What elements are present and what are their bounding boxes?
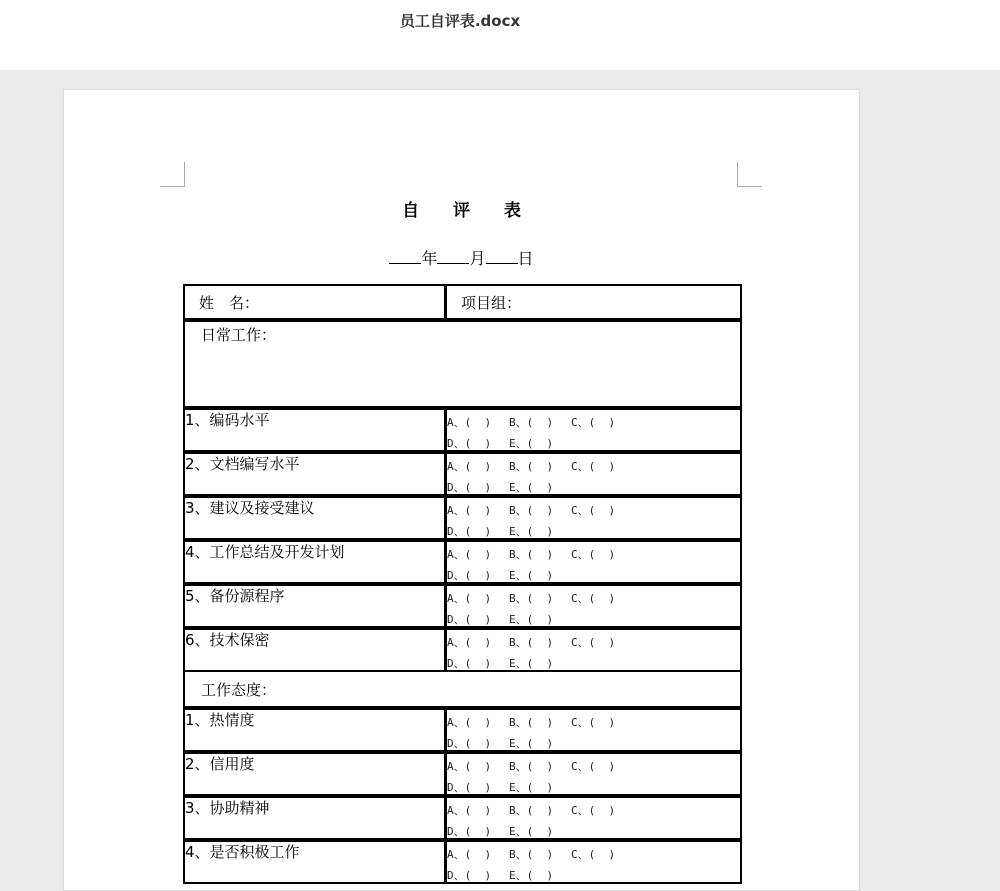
date-line	[64, 246, 859, 269]
grade-line	[447, 712, 740, 733]
grade-line	[447, 733, 740, 754]
grade-options-cell	[445, 709, 741, 751]
grade-line	[447, 544, 740, 565]
table-row	[184, 409, 741, 453]
grade-option[interactable]: B、( )	[509, 416, 554, 429]
criterion-label: 2、文档编写水平	[184, 453, 445, 495]
grade-option[interactable]: C、( )	[571, 460, 616, 473]
table-row-daily-work	[184, 321, 741, 409]
daily-work-cell	[184, 321, 741, 407]
grade-line	[447, 777, 740, 798]
grade-line	[447, 477, 740, 498]
criterion-label: 4、是否积极工作	[184, 841, 445, 883]
grade-option[interactable]: D、( )	[447, 569, 492, 582]
grade-option[interactable]: D、( )	[447, 481, 492, 494]
grade-option[interactable]: C、( )	[571, 760, 616, 773]
grade-option[interactable]: B、( )	[509, 592, 554, 605]
grade-option[interactable]: E、( )	[509, 781, 554, 794]
grade-option[interactable]: E、( )	[509, 481, 554, 494]
grade-option[interactable]: A、( )	[447, 504, 492, 517]
grade-options-cell	[445, 841, 741, 883]
table-row	[184, 585, 741, 629]
grade-option[interactable]: C、( )	[571, 804, 616, 817]
grade-option[interactable]: E、( )	[509, 869, 554, 882]
grade-option[interactable]: A、( )	[447, 460, 492, 473]
grade-options-cell	[445, 497, 741, 539]
grade-option[interactable]: D、( )	[447, 657, 492, 670]
grade-option[interactable]: B、( )	[509, 504, 554, 517]
grade-options-cell	[445, 797, 741, 839]
document-page	[63, 89, 860, 891]
evaluation-table	[183, 284, 742, 884]
month-blank	[437, 249, 469, 264]
grade-option[interactable]: D、( )	[447, 825, 492, 838]
daily-work-label: 日常工作：	[201, 326, 277, 344]
attitude-cell	[184, 671, 741, 707]
grade-option[interactable]: E、( )	[509, 525, 554, 538]
grade-line	[447, 632, 740, 653]
table-row	[184, 541, 741, 585]
grade-option[interactable]: C、( )	[571, 548, 616, 561]
grade-line	[447, 500, 740, 521]
grade-option[interactable]: C、( )	[571, 716, 616, 729]
grade-options-cell	[445, 453, 741, 495]
grade-option[interactable]: C、( )	[571, 848, 616, 861]
name-label: 姓 名：	[199, 293, 260, 312]
grade-option[interactable]: A、( )	[447, 716, 492, 729]
grade-option[interactable]: B、( )	[509, 848, 554, 861]
grade-line	[447, 521, 740, 542]
year-blank	[389, 249, 421, 264]
grade-option[interactable]: B、( )	[509, 716, 554, 729]
table-row	[184, 629, 741, 671]
criterion-label: 5、备份源程序	[184, 585, 445, 627]
grade-option[interactable]: D、( )	[447, 869, 492, 882]
grade-option[interactable]: D、( )	[447, 437, 492, 450]
group-cell	[445, 285, 741, 319]
grade-line	[447, 412, 740, 433]
grade-option[interactable]: A、( )	[447, 804, 492, 817]
table-row	[184, 709, 741, 753]
grade-option[interactable]: A、( )	[447, 636, 492, 649]
table-row	[184, 841, 741, 883]
grade-option[interactable]: C、( )	[571, 504, 616, 517]
criterion-label: 1、热情度	[184, 709, 445, 751]
crop-mark-top-right	[737, 162, 762, 187]
attitude-label: 工作态度：	[201, 680, 277, 699]
criterion-label: 1、编码水平	[184, 409, 445, 451]
form-title: 自 评 表	[402, 201, 535, 221]
grade-options-cell	[445, 585, 741, 627]
document-viewer[interactable]	[0, 70, 1000, 882]
year-label: 年	[421, 249, 438, 268]
grade-line	[447, 821, 740, 842]
grade-line	[447, 588, 740, 609]
grade-option[interactable]: A、( )	[447, 548, 492, 561]
grade-option[interactable]: C、( )	[571, 592, 616, 605]
table-row-header	[184, 285, 741, 321]
month-label: 月	[469, 249, 486, 268]
grade-option[interactable]: A、( )	[447, 416, 492, 429]
crop-mark-top-left	[160, 162, 185, 187]
grade-option[interactable]: B、( )	[509, 804, 554, 817]
grade-options-cell	[445, 629, 741, 671]
name-cell	[184, 285, 445, 319]
table-row	[184, 797, 741, 841]
grade-option[interactable]: B、( )	[509, 548, 554, 561]
grade-option[interactable]: E、( )	[509, 613, 554, 626]
criterion-label: 6、技术保密	[184, 629, 445, 671]
grade-line	[447, 565, 740, 586]
grade-option[interactable]: B、( )	[509, 636, 554, 649]
grade-line	[447, 865, 740, 886]
title-bar	[0, 0, 1000, 70]
day-label: 日	[517, 249, 534, 268]
grade-option[interactable]: D、( )	[447, 613, 492, 626]
grade-option[interactable]: D、( )	[447, 781, 492, 794]
grade-line	[447, 456, 740, 477]
table-row	[184, 497, 741, 541]
grade-option[interactable]: E、( )	[509, 737, 554, 750]
criterion-label: 2、信用度	[184, 753, 445, 795]
document-title: 员工自评表.docx	[399, 12, 521, 30]
grade-options-cell	[445, 409, 741, 451]
grade-option[interactable]: A、( )	[447, 592, 492, 605]
grade-line	[447, 609, 740, 630]
grade-line	[447, 433, 740, 454]
grade-line	[447, 756, 740, 777]
grade-option[interactable]: E、( )	[509, 569, 554, 582]
grade-option[interactable]: E、( )	[509, 657, 554, 670]
grade-option[interactable]: C、( )	[571, 416, 616, 429]
grade-option[interactable]: E、( )	[509, 825, 554, 838]
criterion-label: 4、工作总结及开发计划	[184, 541, 445, 583]
group-label: 项目组：	[461, 293, 522, 312]
grade-option[interactable]: B、( )	[509, 460, 554, 473]
grade-option[interactable]: B、( )	[509, 760, 554, 773]
grade-option[interactable]: E、( )	[509, 437, 554, 450]
grade-option[interactable]: D、( )	[447, 525, 492, 538]
grade-option[interactable]: A、( )	[447, 848, 492, 861]
criterion-label: 3、协助精神	[184, 797, 445, 839]
grade-options-cell	[445, 753, 741, 795]
criterion-label: 3、建议及接受建议	[184, 497, 445, 539]
day-blank	[486, 249, 518, 264]
table-row	[184, 753, 741, 797]
grade-options-cell	[445, 541, 741, 583]
table-row	[184, 453, 741, 497]
grade-option[interactable]: A、( )	[447, 760, 492, 773]
grade-option[interactable]: C、( )	[571, 636, 616, 649]
grade-line	[447, 800, 740, 821]
grade-line	[447, 844, 740, 865]
grade-option[interactable]: D、( )	[447, 737, 492, 750]
table-row-attitude	[184, 671, 741, 709]
